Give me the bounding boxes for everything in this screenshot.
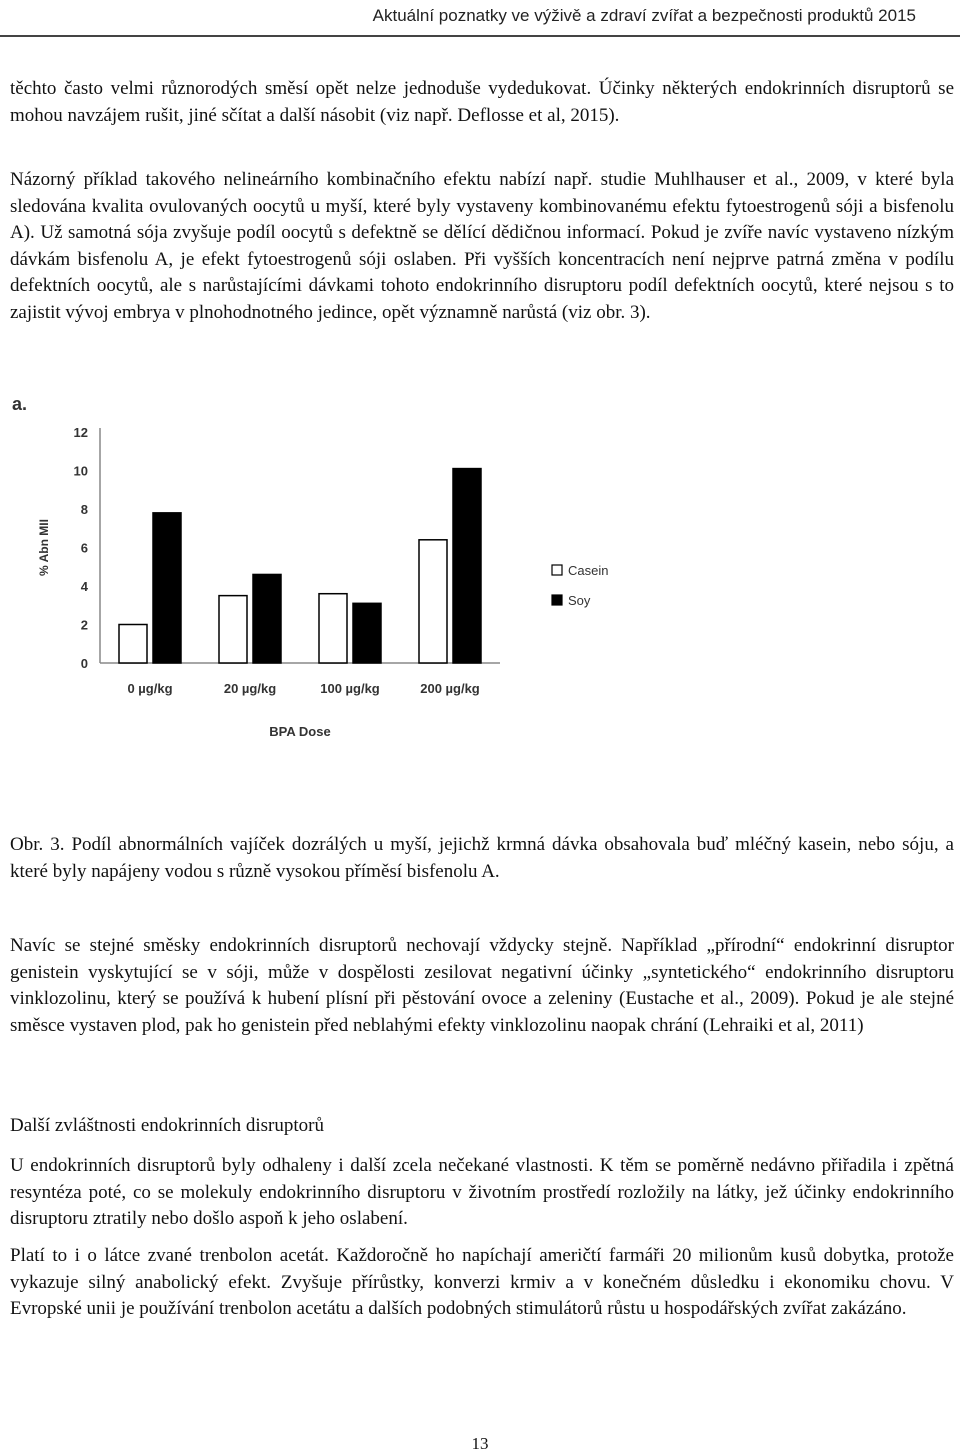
header-title: Aktuální poznatky ve výživě a zdraví zvířat a bezpečnosti produktů 2015: [372, 6, 916, 25]
paragraph-example: Názorný příklad takového nelineárního kombinačního efektu nabízí např. studie Muhlhauser et al., 2009, v které byla sledována kvalita ovulovaných oocytů u myší, které byly vystaveny kombinovanému efektu fytoestrogenů sóji a bisfenolu A). Už samotná sója zvyšuje podíl oocytů s defektně se dělící dědičnou informací. Pokud je zvíře navíc vystaveno nízkým dávkám bisfenolu A, je efekt fytoestrogenů sóji oslaben. Při vyšších koncentracích není nejprve patrná změna v podílu defektních oocytů, ale s narůstajícími dávkami tohoto endokrinního disruptoru podíl defektních oocytů, které nejsou s to zajistit vývoj embrya v plnohodnotného jedince, opět významně narůstá (viz obr. 3).: [10, 169, 954, 323]
page-number: 13: [471, 1434, 489, 1453]
x-tick-label: 0 µg/kg: [127, 681, 173, 696]
y-tick-label: 6: [80, 540, 88, 556]
y-tick-label: 8: [80, 502, 88, 517]
x-tick-label: 100 µg/kg: [320, 681, 380, 696]
y-tick-label: 0: [80, 656, 88, 671]
header-divider: [0, 35, 960, 37]
bar-soy-3: [453, 469, 481, 663]
figure-caption: Obr. 3. Podíl abnormálních vajíček dozrálých u myší, jejichž krmná dávka obsahovala buď mléčný kasein, nebo sóju, a které byly napájeny vodou s různě vysokou příměsí bisfenolu A.: [10, 834, 954, 882]
figure-label: a.: [12, 394, 28, 414]
bar-casein-1: [219, 596, 247, 663]
legend-swatch-casein: [552, 565, 562, 575]
bar-soy-0: [153, 513, 181, 663]
paragraph-resynthesis: U endokrinních disruptorů byly odhaleny i další zcela nečekané vlastnosti. K těm se poměrně nedávno přiřadila i zpětná resyntéza poté, co se molekuly endokrinního disruptoru v životním prostředí rozložily na látky, jež účinky endokrinního disruptoru ztratily nebo došlo aspoň k jeho oslabení.: [10, 1155, 954, 1230]
legend-label-casein: Casein: [568, 563, 609, 578]
x-tick-label: 20 µg/kg: [223, 681, 277, 696]
paragraph-intro: těchto často velmi různorodých směsí opět nelze jednoduše vydedukovat. Účinky některých endokrinních disruptorů se mohou navzájem rušit, jiné sčítat a další násobit (viz např. Deflosse et al, 2015).: [10, 78, 954, 126]
bar-soy-2: [353, 603, 381, 663]
bar-soy-1: [253, 574, 281, 663]
bar-casein-0: [119, 625, 147, 664]
bar-casein-3: [419, 540, 447, 663]
paragraph-mixtures: Navíc se stejné směsky endokrinních disruptorů nechovají vždycky stejně. Například „přírodní“ endokrinní disruptor genistein vyskytující se v sóji, může v dospělosti zesilovat negativní účinky „syntetického“ endokrinního disruptoru vinklozolinu, který se používá k hubení plísní při pěstování ovoce a zeleniny (Eustache et al., 2009). Pokud je ale stejné směsce vystaven plod, pak ho genistein před neblahými efekty vinklozolinu naopak chrání (Lehraiki et al, 2011): [10, 935, 954, 1036]
y-tick-label: 4: [80, 579, 88, 594]
legend-swatch-soy: [552, 595, 562, 605]
x-tick-label: 200 µg/kg: [420, 681, 480, 696]
y-tick-label: 10: [73, 463, 88, 479]
section-heading: Další zvláštnosti endokrinních disruptorů: [10, 1115, 324, 1136]
y-axis-title: % Abn MII: [37, 519, 51, 576]
bar-chart: [30, 420, 630, 760]
paragraph-trenbolone: Platí to i o látce zvané trenbolon acetát. Každoročně ho napíchají američtí farmáři 20 milionům kusů dobytka, protože vykazuje silný anabolický efekt. Zvyšuje přírůstky, konverzi krmiv a v konečném důsledku i ekonomiku chovu. V Evropské unii je používání trenbolon acetátu a dalších podobných stimulátorů růstu u hospodářských zvířat zakázáno.: [10, 1245, 954, 1320]
y-tick-label: 2: [80, 617, 88, 633]
y-tick-label: 12: [73, 425, 88, 440]
running-header: [0, 0, 960, 36]
legend-label-soy: Soy: [568, 593, 591, 608]
bar-casein-2: [319, 594, 347, 663]
x-axis-title: BPA Dose: [269, 724, 331, 739]
